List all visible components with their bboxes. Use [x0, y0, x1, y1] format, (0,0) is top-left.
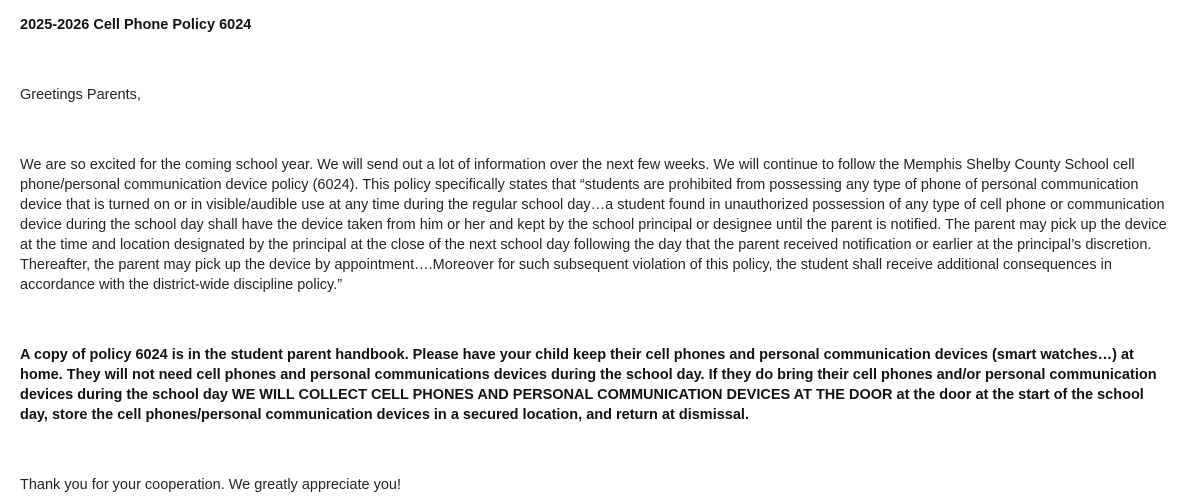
greeting-line: Greetings Parents,	[20, 87, 141, 103]
document-title: 2025-2026 Cell Phone Policy 6024	[20, 17, 252, 33]
policy-paragraph: We are so excited for the coming school year. We will send out a lot of information over the next few weeks. We will continue to follow the Memphis Shelby County School cell phone/personal communication device policy (6024). This policy specifically states that “students are prohibited from possessing any type of phone of personal communication device that is turned on or in visible/audible use at any time during the regular school day…a student found in unauthorized possession of any type of cell phone or communication device during the school day shall have the device taken from him or her and kept by the school principal or designee until the parent is notified. The parent may pick up the device at the time and location designated by the principal at the close of the next school day following the day that the parent received notification or earlier at the principal’s discretion. Thereafter, the parent may pick up the device by appointment….Moreover for such subsequent violation of this policy, the student shall receive additional consequences in accordance with the district-wide discipline policy.”	[20, 157, 1167, 293]
handbook-paragraph: A copy of policy 6024 is in the student parent handbook. Please have your child keep their cell phones and personal communication devices (smart watches…) at home. They will not need cell phones and personal communications devices during the school day. If they do bring their cell phones and/or personal communication devices during the school day WE WILL COLLECT CELL PHONES AND PERSONAL COMMUNICATION DEVICES AT THE DOOR at the door at the start of the school day, store the cell phones/personal communication devices in a secured location, and return at dismissal.	[20, 347, 1157, 423]
closing-line: Thank you for your cooperation. We greatly appreciate you!	[20, 477, 401, 493]
